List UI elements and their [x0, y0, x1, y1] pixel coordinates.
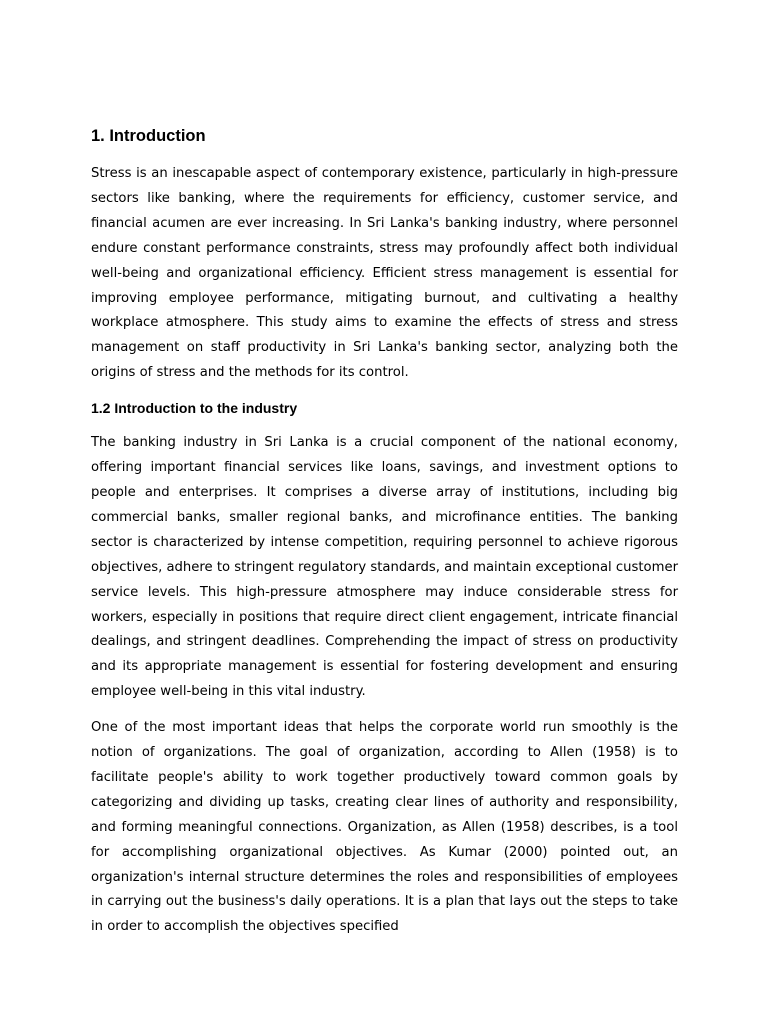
paragraph-banking-industry: The banking industry in Sri Lanka is a crucial component of the national economy, offering important financial services like loans, savings, and investment options to people and enterprises. It comprises a diverse array of institutions, including big commercial banks, smaller regional banks, and microfinance entities. The banking sector is characterized by intense competition, requiring personnel to achieve rigorous objectives, adhere to stringent regulatory standards, and maintain exceptional customer service levels. This high-pressure atmosphere may induce considerable stress for workers, especially in positions that require direct client engagement, intricate financial dealings, and stringent deadlines. Comprehending the impact of stress on productivity and its appropriate management is essential for fostering development and ensuring employee well-being in this vital industry.: [91, 435, 678, 700]
subsection-heading-industry: 1.2 Introduction to the industry: [91, 400, 298, 417]
paragraph-organizations: One of the most important ideas that helps the corporate world run smoothly is the notion of organizations. The goal of organization, according to Allen (1958) is to facilitate people's ability to work together productively toward common goals by categorizing and dividing up tasks, creating clear lines of authority and responsibility, and forming meaningful connections. Organization, as Allen (1958) describes, is a tool for accomplishing organizational objectives. As Kumar (2000) pointed out, an organization's internal structure determines the roles and responsibilities of employees in carrying out the business's daily operations. It is a plan that lays out the steps to take in order to accomplish the objectives specified: [91, 720, 678, 935]
document-body: [91, 124, 678, 951]
section-heading-introduction: 1. Introduction: [91, 127, 206, 145]
paragraph-stress-overview: Stress is an inescapable aspect of contemporary existence, particularly in high-pressure sectors like banking, where the requirements for efficiency, customer service, and financial acumen are ever increasing. In Sri Lanka's banking industry, where personnel endure constant performance constraints, stress may profoundly affect both individual well-being and organizational efficiency. Efficient stress management is essential for improving employee performance, mitigating burnout, and cultivating a healthy workplace atmosphere. This study aims to examine the effects of stress and stress management on staff productivity in Sri Lanka's banking sector, analyzing both the origins of stress and the methods for its control.: [91, 166, 678, 381]
